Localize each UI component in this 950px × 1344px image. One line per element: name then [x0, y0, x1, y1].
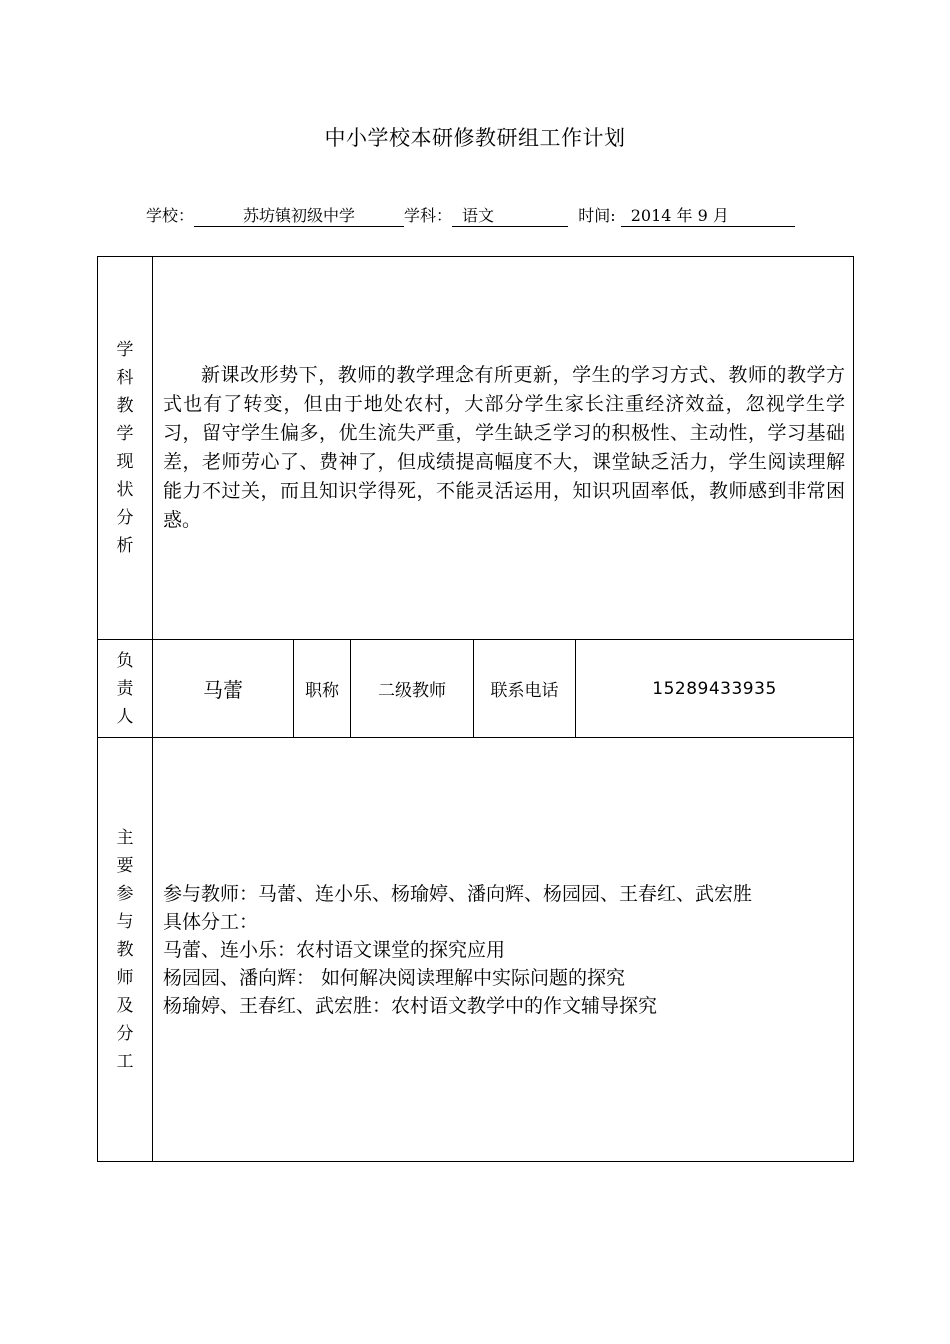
subject-value: 语文 — [452, 207, 568, 227]
title-value: 二级教师 — [351, 640, 474, 738]
teachers-line: 马蕾、连小乐：农村语文课堂的探究应用 — [163, 938, 506, 961]
school-value: 苏坊镇初级中学 — [194, 207, 404, 227]
teachers-label: 主 要 参 与 教 师 及 分 工 — [98, 738, 153, 1162]
time-label: 时间: — [578, 206, 616, 225]
analysis-content — [153, 257, 854, 640]
plan-table — [97, 256, 854, 1162]
teachers-content — [153, 738, 854, 1162]
analysis-text: 新课改形势下，教师的教学理念有所更新，学生的学习方式、教师的教学方式也有了转变，但由于地处农村，大部分学生家长注重经济效益，忽视学生学习，留守学生偏多，优生流失严重，学生缺乏学习的积极性、主动性，学习基础差，老师劳心了、费神了，但成绩提高幅度不大，课堂缺乏活力，学生阅读理解能力不过关，而且知识学得死，不能灵活运用，知识巩固率低，教师感到非常困惑。 — [163, 364, 846, 531]
teachers-line: 具体分工： — [163, 910, 259, 933]
responsible-label: 负 责 人 — [98, 640, 153, 738]
phone-value: 15289433935 — [576, 640, 854, 738]
subject-label: 学科： — [404, 206, 453, 225]
teachers-row — [98, 738, 854, 1162]
responsible-row — [98, 640, 854, 738]
time-value: 2014 年 9 月 — [621, 207, 795, 227]
teachers-line: 杨瑜婷、王春红、武宏胜：农村语文教学中的作文辅导探究 — [163, 994, 658, 1017]
title-label: 职称 — [294, 640, 351, 738]
responsible-name: 马蕾 — [153, 640, 294, 738]
school-label: 学校： — [146, 206, 195, 225]
page-title: 中小学校本研修教研组工作计划 — [324, 126, 626, 150]
analysis-row — [98, 257, 854, 640]
header-info — [146, 203, 795, 227]
analysis-label: 学 科 教 学 现 状 分 析 — [98, 257, 153, 640]
teachers-line: 参与教师：马蕾、连小乐、杨瑜婷、潘向辉、杨园园、王春红、武宏胜 — [163, 882, 753, 905]
teachers-line: 杨园园、潘向辉： 如何解决阅读理解中实际问题的探究 — [163, 966, 626, 989]
phone-label: 联系电话 — [474, 640, 576, 738]
